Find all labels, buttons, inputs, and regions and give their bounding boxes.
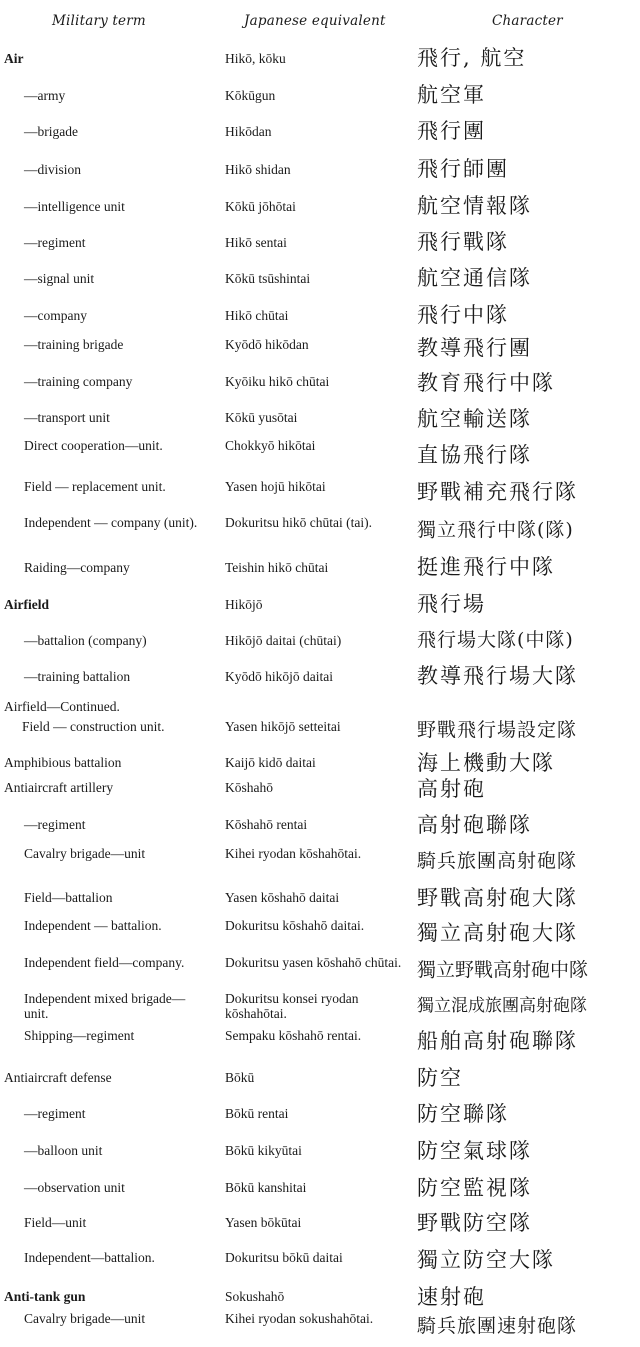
japanese-equivalent: Kyōdō hikōjō daitai [225,669,333,684]
character: 騎兵旅團速射砲隊 [417,1315,578,1337]
character: 飛行團 [417,119,486,143]
character: 飛行戰隊 [417,230,509,254]
japanese-equivalent: Bōkū [225,1070,255,1085]
japanese-equivalent: Teishin hikō chūtai [225,560,329,575]
japanese-equivalent: Yasen bōkūtai [225,1215,302,1230]
japanese-equivalent: Hikō chūtai [225,308,289,323]
character: 野戰補充飛行隊 [417,480,578,504]
character: 野戰高射砲大隊 [417,886,578,910]
military-term: Direct cooperation—unit. [24,438,163,453]
military-term: —army [24,88,66,103]
military-term: Independent — battalion. [24,918,162,933]
japanese-equivalent: Hikōjō [225,597,263,612]
character: 航空軍 [417,83,486,107]
character: 船舶高射砲聯隊 [417,1029,578,1053]
character: 飛行師團 [417,157,509,181]
header-military-term: Military term [52,13,146,29]
character: 獨立野戰高射砲中隊 [417,959,589,981]
military-term: —division [24,162,82,177]
character: 防空聯隊 [417,1102,509,1126]
military-term: Cavalry brigade—unit [24,846,146,861]
japanese-equivalent: Hikō, kōku [225,51,286,66]
japanese-equivalent: Kōkū jōhōtai [225,199,296,214]
japanese-equivalent: Hikō sentai [225,235,287,250]
military-term: Antiaircraft defense [4,1070,112,1085]
japanese-equivalent: Hikōdan [225,124,272,139]
military-term: Antiaircraft artillery [4,780,114,795]
japanese-equivalent: Yasen kōshahō daitai [225,890,340,905]
military-term: Field—battalion [24,890,113,905]
character: 飛行場大隊(中隊) [417,629,574,651]
military-term: Air [4,51,24,66]
character: 飛行場 [417,592,486,616]
character: 速射砲 [417,1285,486,1309]
military-term: —transport unit [24,410,110,425]
japanese-equivalent: Bōkū rentai [225,1106,289,1121]
japanese-equivalent: Kōkūgun [225,88,276,103]
japanese-equivalent: Kōshahō [225,780,273,795]
character: 飛行中隊 [417,303,509,327]
military-term: Independent field—company. [24,955,185,970]
military-term: —regiment [24,235,86,250]
japanese-equivalent: Kōkū yusōtai [225,410,298,425]
military-term: Amphibious battalion [4,755,122,770]
military-term: Field — replacement unit. [24,479,166,494]
character: 防空監視隊 [417,1176,532,1200]
military-term: —observation unit [24,1180,125,1195]
character: 教育飛行中隊 [417,371,555,395]
japanese-equivalent: Kōkū tsūshintai [225,271,311,286]
japanese-equivalent: Kyōiku hikō chūtai [225,374,330,389]
character: 航空通信隊 [417,266,532,290]
character: 獨立混成旅團高射砲隊 [417,996,587,1016]
military-term: Cavalry brigade—unit [24,1311,146,1326]
military-term: Airfield [4,597,49,612]
japanese-equivalent: Chokkyō hikōtai [225,438,316,453]
military-term: Raiding—company [24,560,130,575]
character: 飛行, 航空 [417,46,527,70]
character: 高射砲聯隊 [417,813,532,837]
military-term: Airfield—Continued. [4,699,120,714]
military-term: Field—unit [24,1215,87,1230]
character: 騎兵旅團高射砲隊 [417,850,578,872]
military-term: —battalion (company) [24,633,147,648]
character: 教導飛行團 [417,336,532,360]
character: 教導飛行場大隊 [417,664,578,688]
japanese-equivalent: Kyōdō hikōdan [225,337,309,352]
japanese-equivalent: Kaijō kidō daitai [225,755,316,770]
military-term: —training company [24,374,133,389]
military-term: —brigade [24,124,78,139]
character: 航空情報隊 [417,194,532,218]
military-term: Independent mixed brigade—unit. [24,991,186,1021]
japanese-equivalent: Sokushahō [225,1289,285,1304]
character: 海上機動大隊 [417,751,555,775]
character: 航空輸送隊 [417,407,532,431]
japanese-equivalent: Dokuritsu kōshahō daitai. [225,918,365,933]
military-term: —intelligence unit [24,199,125,214]
character: 直協飛行隊 [417,443,532,467]
character: 獨立高射砲大隊 [417,921,578,945]
military-term: Independent — company (unit). [24,515,198,530]
character: 野戰防空隊 [417,1211,532,1235]
japanese-equivalent: Yasen hikōjō setteitai [225,719,341,734]
japanese-equivalent: Kihei ryodan sokushahōtai. [225,1311,374,1326]
japanese-equivalent: Hikōjō daitai (chūtai) [225,633,342,648]
header-character: Character [492,13,563,29]
military-term: —regiment [24,1106,86,1121]
japanese-equivalent: Kihei ryodan kōshahōtai. [225,846,362,861]
japanese-equivalent: Dokuritsu yasen kōshahō chūtai. [225,955,402,970]
military-term: —signal unit [24,271,95,286]
character: 獨立飛行中隊(隊) [417,519,574,541]
military-term: Independent—battalion. [24,1250,155,1265]
japanese-equivalent: Dokuritsu hikō chūtai (tai). [225,515,372,530]
japanese-equivalent: Dokuritsu konsei ryodan kōshahōtai. [225,991,359,1021]
military-term: Field — construction unit. [22,719,165,734]
japanese-equivalent: Yasen hojū hikōtai [225,479,326,494]
military-term: —regiment [24,817,86,832]
military-term: Shipping—regiment [24,1028,135,1043]
character: 挺進飛行中隊 [417,555,555,579]
character: 防空 [417,1066,463,1090]
character: 防空氣球隊 [417,1139,532,1163]
japanese-equivalent: Bōkū kikyūtai [225,1143,302,1158]
character: 獨立防空大隊 [417,1248,555,1272]
military-term: —balloon unit [24,1143,103,1158]
japanese-equivalent: Kōshahō rentai [225,817,308,832]
character: 野戰飛行場設定隊 [417,719,578,741]
japanese-equivalent: Hikō shidan [225,162,291,177]
character: 高射砲 [417,777,486,801]
japanese-equivalent: Bōkū kanshitai [225,1180,307,1195]
header-japanese-equivalent: Japanese equivalent [244,13,386,29]
military-term: —company [24,308,87,323]
military-term: Anti-tank gun [4,1289,86,1304]
japanese-equivalent: Sempaku kōshahō rentai. [225,1028,362,1043]
japanese-equivalent: Dokuritsu bōkū daitai [225,1250,343,1265]
military-term: —training battalion [24,669,131,684]
military-term: —training brigade [24,337,124,352]
